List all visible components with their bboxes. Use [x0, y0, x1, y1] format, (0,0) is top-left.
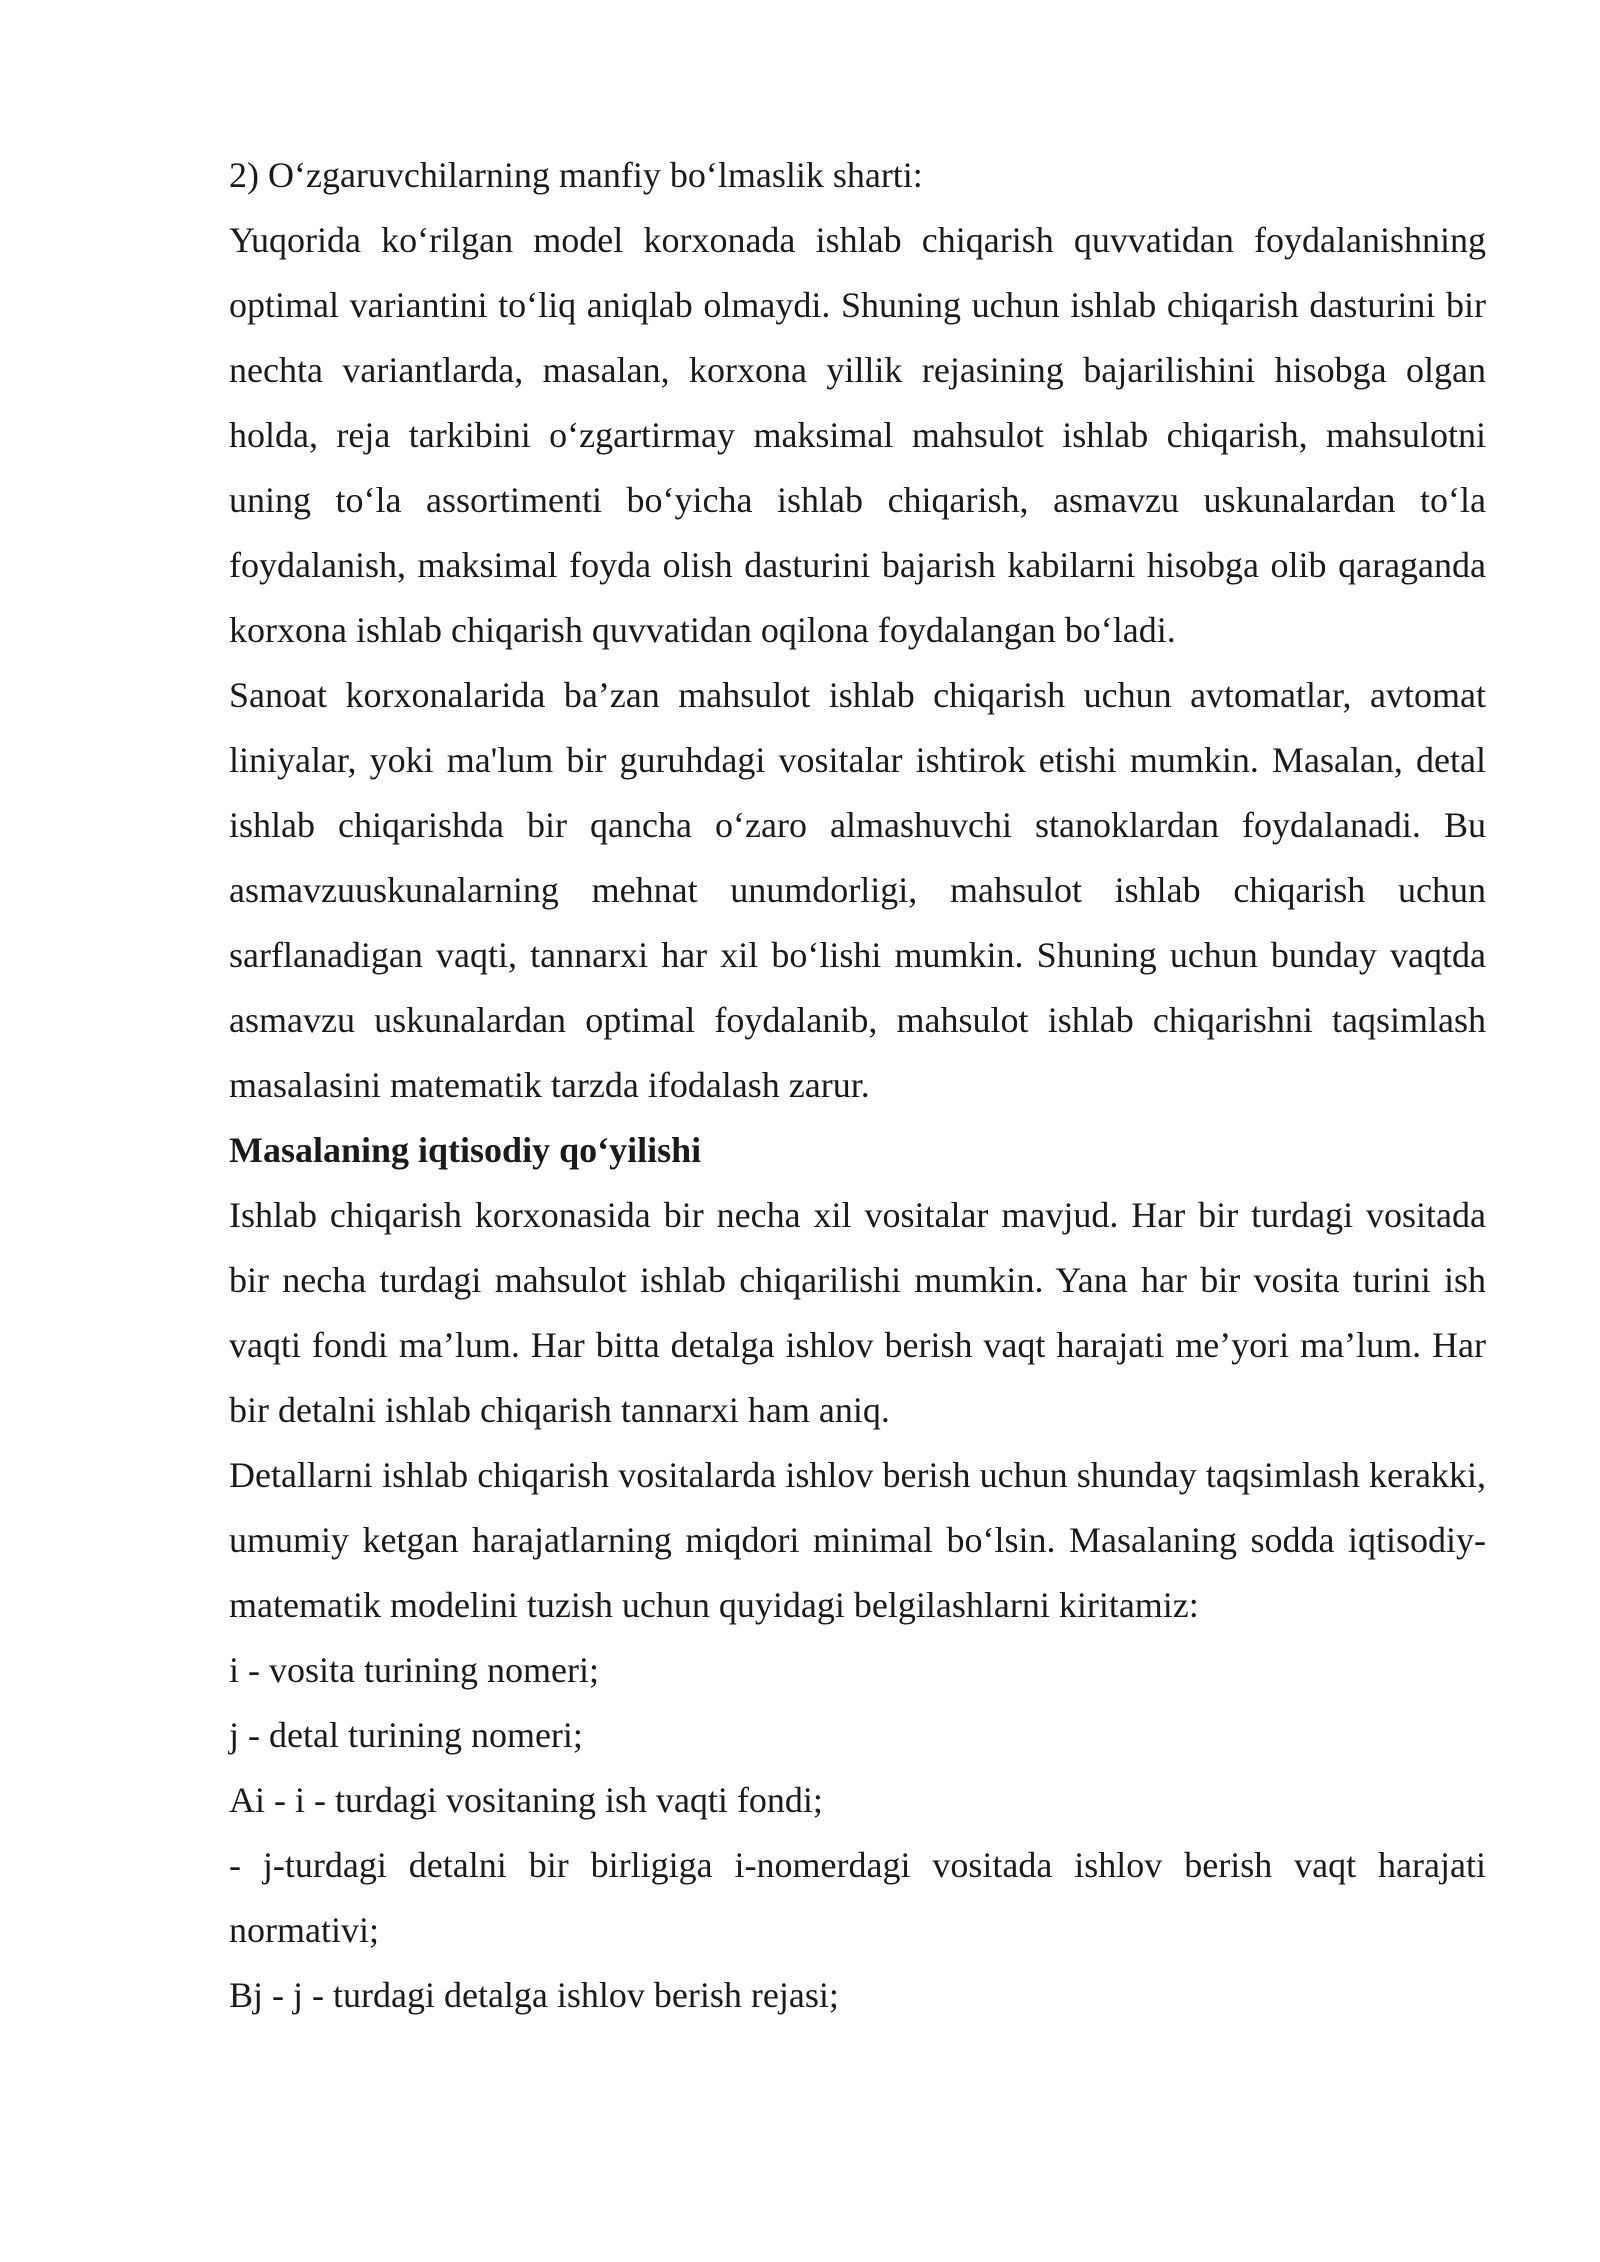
paragraph-industry: Sanoat korxonalarida ba’zan mahsulot ishlab chiqarish uchun avtomatlar, avtomat liniyalar, yoki ma'lum bir guruhdagi vositalar ishtirok etishi mumkin. Masalan, detal ishlab chiqarishda bir qancha o‘zaro almashuvchi stanoklardan foydalanadi. Bu asmavzuuskunalarning mehnat unumdorligi, mahsulot ishlab chiqarish uchun sarflanadigan vaqti, tannarxi har xil bo‘lishi mumkin. Shuning uchun bunday vaqtda asmavzu uskunalardan optimal foydalanib, mahsulot ishlab chiqarishni taqsimlash masalasini matematik tarzda ifodalash zarur.	[229, 675, 1486, 1105]
definition-i: i - vosita turining nomeri;	[229, 1650, 599, 1690]
paragraph-distribution: Detallarni ishlab chiqarish vositalarda ishlov berish uchun shunday taqsimlash kerakki, umumiy ketgan harajatlarning miqdori minimal bo‘lsin. Masalaning sodda iqtisodiy-matematik modelini tuzish uchun quyidagi belgilashlarni kiritamiz:	[229, 1455, 1486, 1625]
section-heading: Masalaning iqtisodiy qo‘yilishi	[229, 1130, 702, 1170]
paragraph-condition: 2) O‘zgaruvchilarning manfiy bo‘lmaslik sharti:	[229, 155, 923, 195]
definition-normative: - j-turdagi detalni bir birligiga i-nomerdagi vositada ishlov berish vaqt harajati normativi;	[229, 1845, 1486, 1950]
paragraph-problem-statement: Ishlab chiqarish korxonasida bir necha xil vositalar mavjud. Har bir turdagi vositada bir necha turdagi mahsulot ishlab chiqarilishi mumkin. Yana har bir vosita turini ish vaqti fondi ma’lum. Har bitta detalga ishlov berish vaqt harajati me’yori ma’lum. Har bir detalni ishlab chiqarish tannarxi ham aniq.	[229, 1195, 1486, 1430]
document-page	[229, 143, 1486, 2028]
paragraph-model-intro: Yuqorida ko‘rilgan model korxonada ishlab chiqarish quvvatidan foydalanishning optimal variantini to‘liq aniqlab olmaydi. Shuning uchun ishlab chiqarish dasturini bir nechta variantlarda, masalan, korxona yillik rejasining bajarilishini hisobga olgan holda, reja tarkibini o‘zgartirmay maksimal mahsulot ishlab chiqarish, mahsulotni uning to‘la assortimenti bo‘yicha ishlab chiqarish, asmavzu uskunalardan to‘la foydalanish, maksimal foyda olish dasturini bajarish kabilarni hisobga olib qaraganda korxona ishlab chiqarish quvvatidan oqilona foydalangan bo‘ladi.	[229, 220, 1486, 650]
definition-ai: Ai - i - turdagi vositaning ish vaqti fondi;	[229, 1780, 823, 1820]
definition-bj: Bj - j - turdagi detalga ishlov berish rejasi;	[229, 1975, 839, 2015]
definition-j: j - detal turining nomeri;	[229, 1715, 583, 1755]
